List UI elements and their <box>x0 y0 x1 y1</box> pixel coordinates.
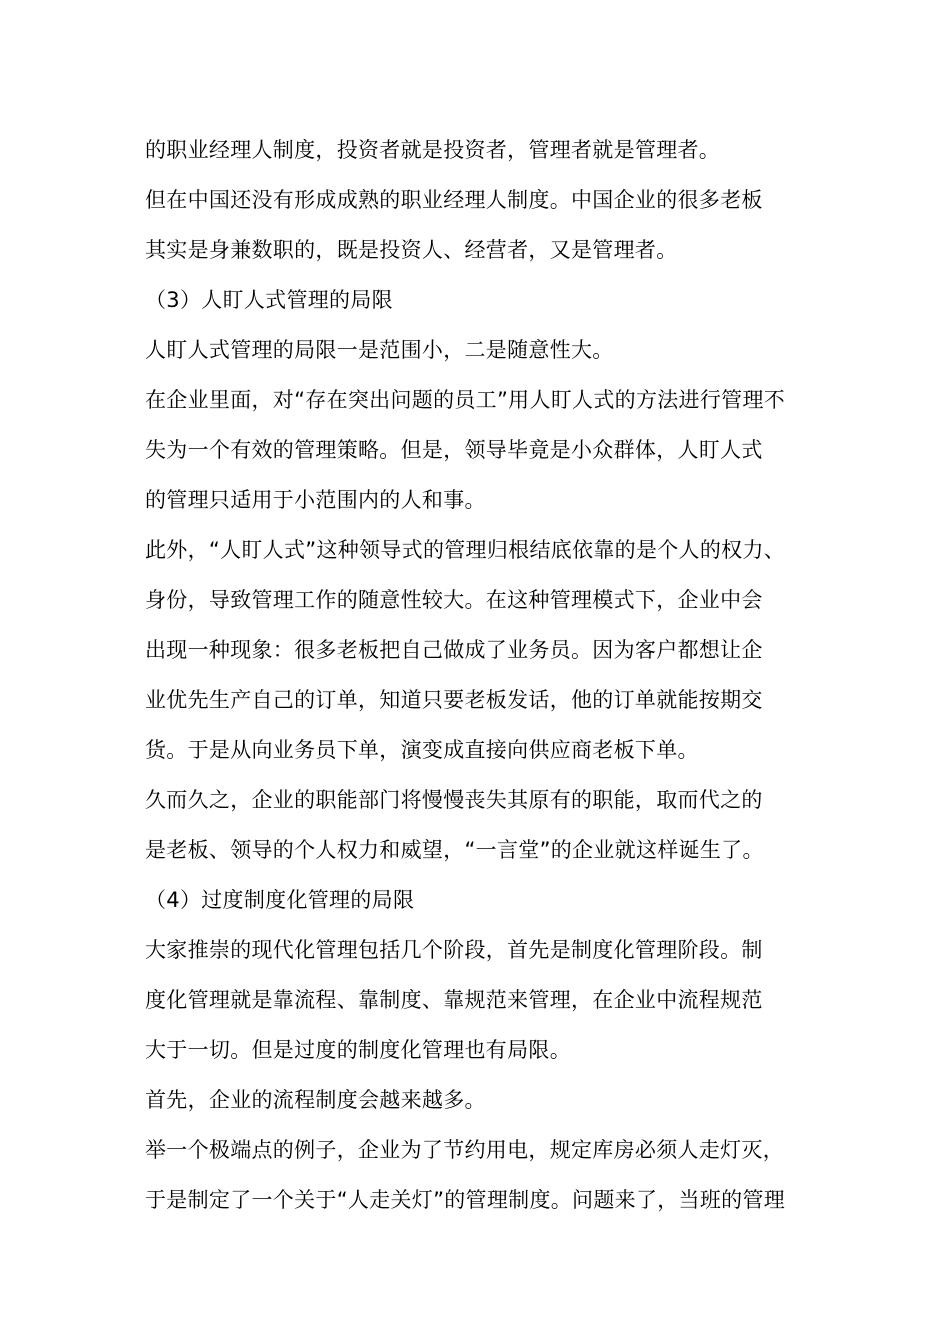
paragraph-line: 在企业里面，对“存在突出问题的员工”用人盯人式的方法进行管理不 <box>145 388 786 412</box>
paragraph-line: 人盯人式管理的局限一是范围小，二是随意性大。 <box>145 338 614 362</box>
paragraph-line: 大于一切。但是过度的制度化管理也有局限。 <box>145 1038 571 1062</box>
paragraph-line: 失为一个有效的管理策略。但是，领导毕竟是小众群体，人盯人式 <box>145 438 763 462</box>
paragraph-line: 出现一种现象：很多老板把自己做成了业务员。因为客户都想让企 <box>145 638 763 662</box>
paragraph-line: 的职业经理人制度，投资者就是投资者，管理者就是管理者。 <box>145 138 721 162</box>
paragraph-line: 但在中国还没有形成成熟的职业经理人制度。中国企业的很多老板 <box>145 188 763 212</box>
paragraph-line: 久而久之，企业的职能部门将慢慢丧失其原有的职能，取而代之的 <box>145 788 763 812</box>
paragraph-line: 首先，企业的流程制度会越来越多。 <box>145 1088 486 1112</box>
paragraph-line: 业优先生产自己的订单，知道只要老板发话，他的订单就能按期交 <box>145 688 763 712</box>
paragraph-line: 其实是身兼数职的，既是投资人、经营者，又是管理者。 <box>145 238 678 262</box>
paragraph-line: 举一个极端点的例子，企业为了节约用电，规定库房必须人走灯灭， <box>145 1138 784 1162</box>
paragraph-line: 货。于是从向业务员下单，演变成直接向供应商老板下单。 <box>145 738 699 762</box>
section-heading: （4）过度制度化管理的局限 <box>145 888 415 912</box>
section-heading: （3）人盯人式管理的局限 <box>145 288 393 312</box>
paragraph-line: 的管理只适用于小范围内的人和事。 <box>145 488 486 512</box>
paragraph-line: 大家推崇的现代化管理包括几个阶段，首先是制度化管理阶段。制 <box>145 938 763 962</box>
paragraph-line: 度化管理就是靠流程、靠制度、靠规范来管理，在企业中流程规范 <box>145 988 763 1012</box>
paragraph-line: 是老板、领导的个人权力和威望，“一言堂”的企业就这样诞生了。 <box>145 838 764 862</box>
paragraph-line: 于是制定了一个关于“人走关灯”的管理制度。问题来了，当班的管理 <box>145 1188 786 1212</box>
paragraph-line: 此外，“人盯人式”这种领导式的管理归根结底依靠的是个人的权力、 <box>145 538 786 562</box>
paragraph-line: 身份，导致管理工作的随意性较大。在这种管理模式下，企业中会 <box>145 588 763 612</box>
